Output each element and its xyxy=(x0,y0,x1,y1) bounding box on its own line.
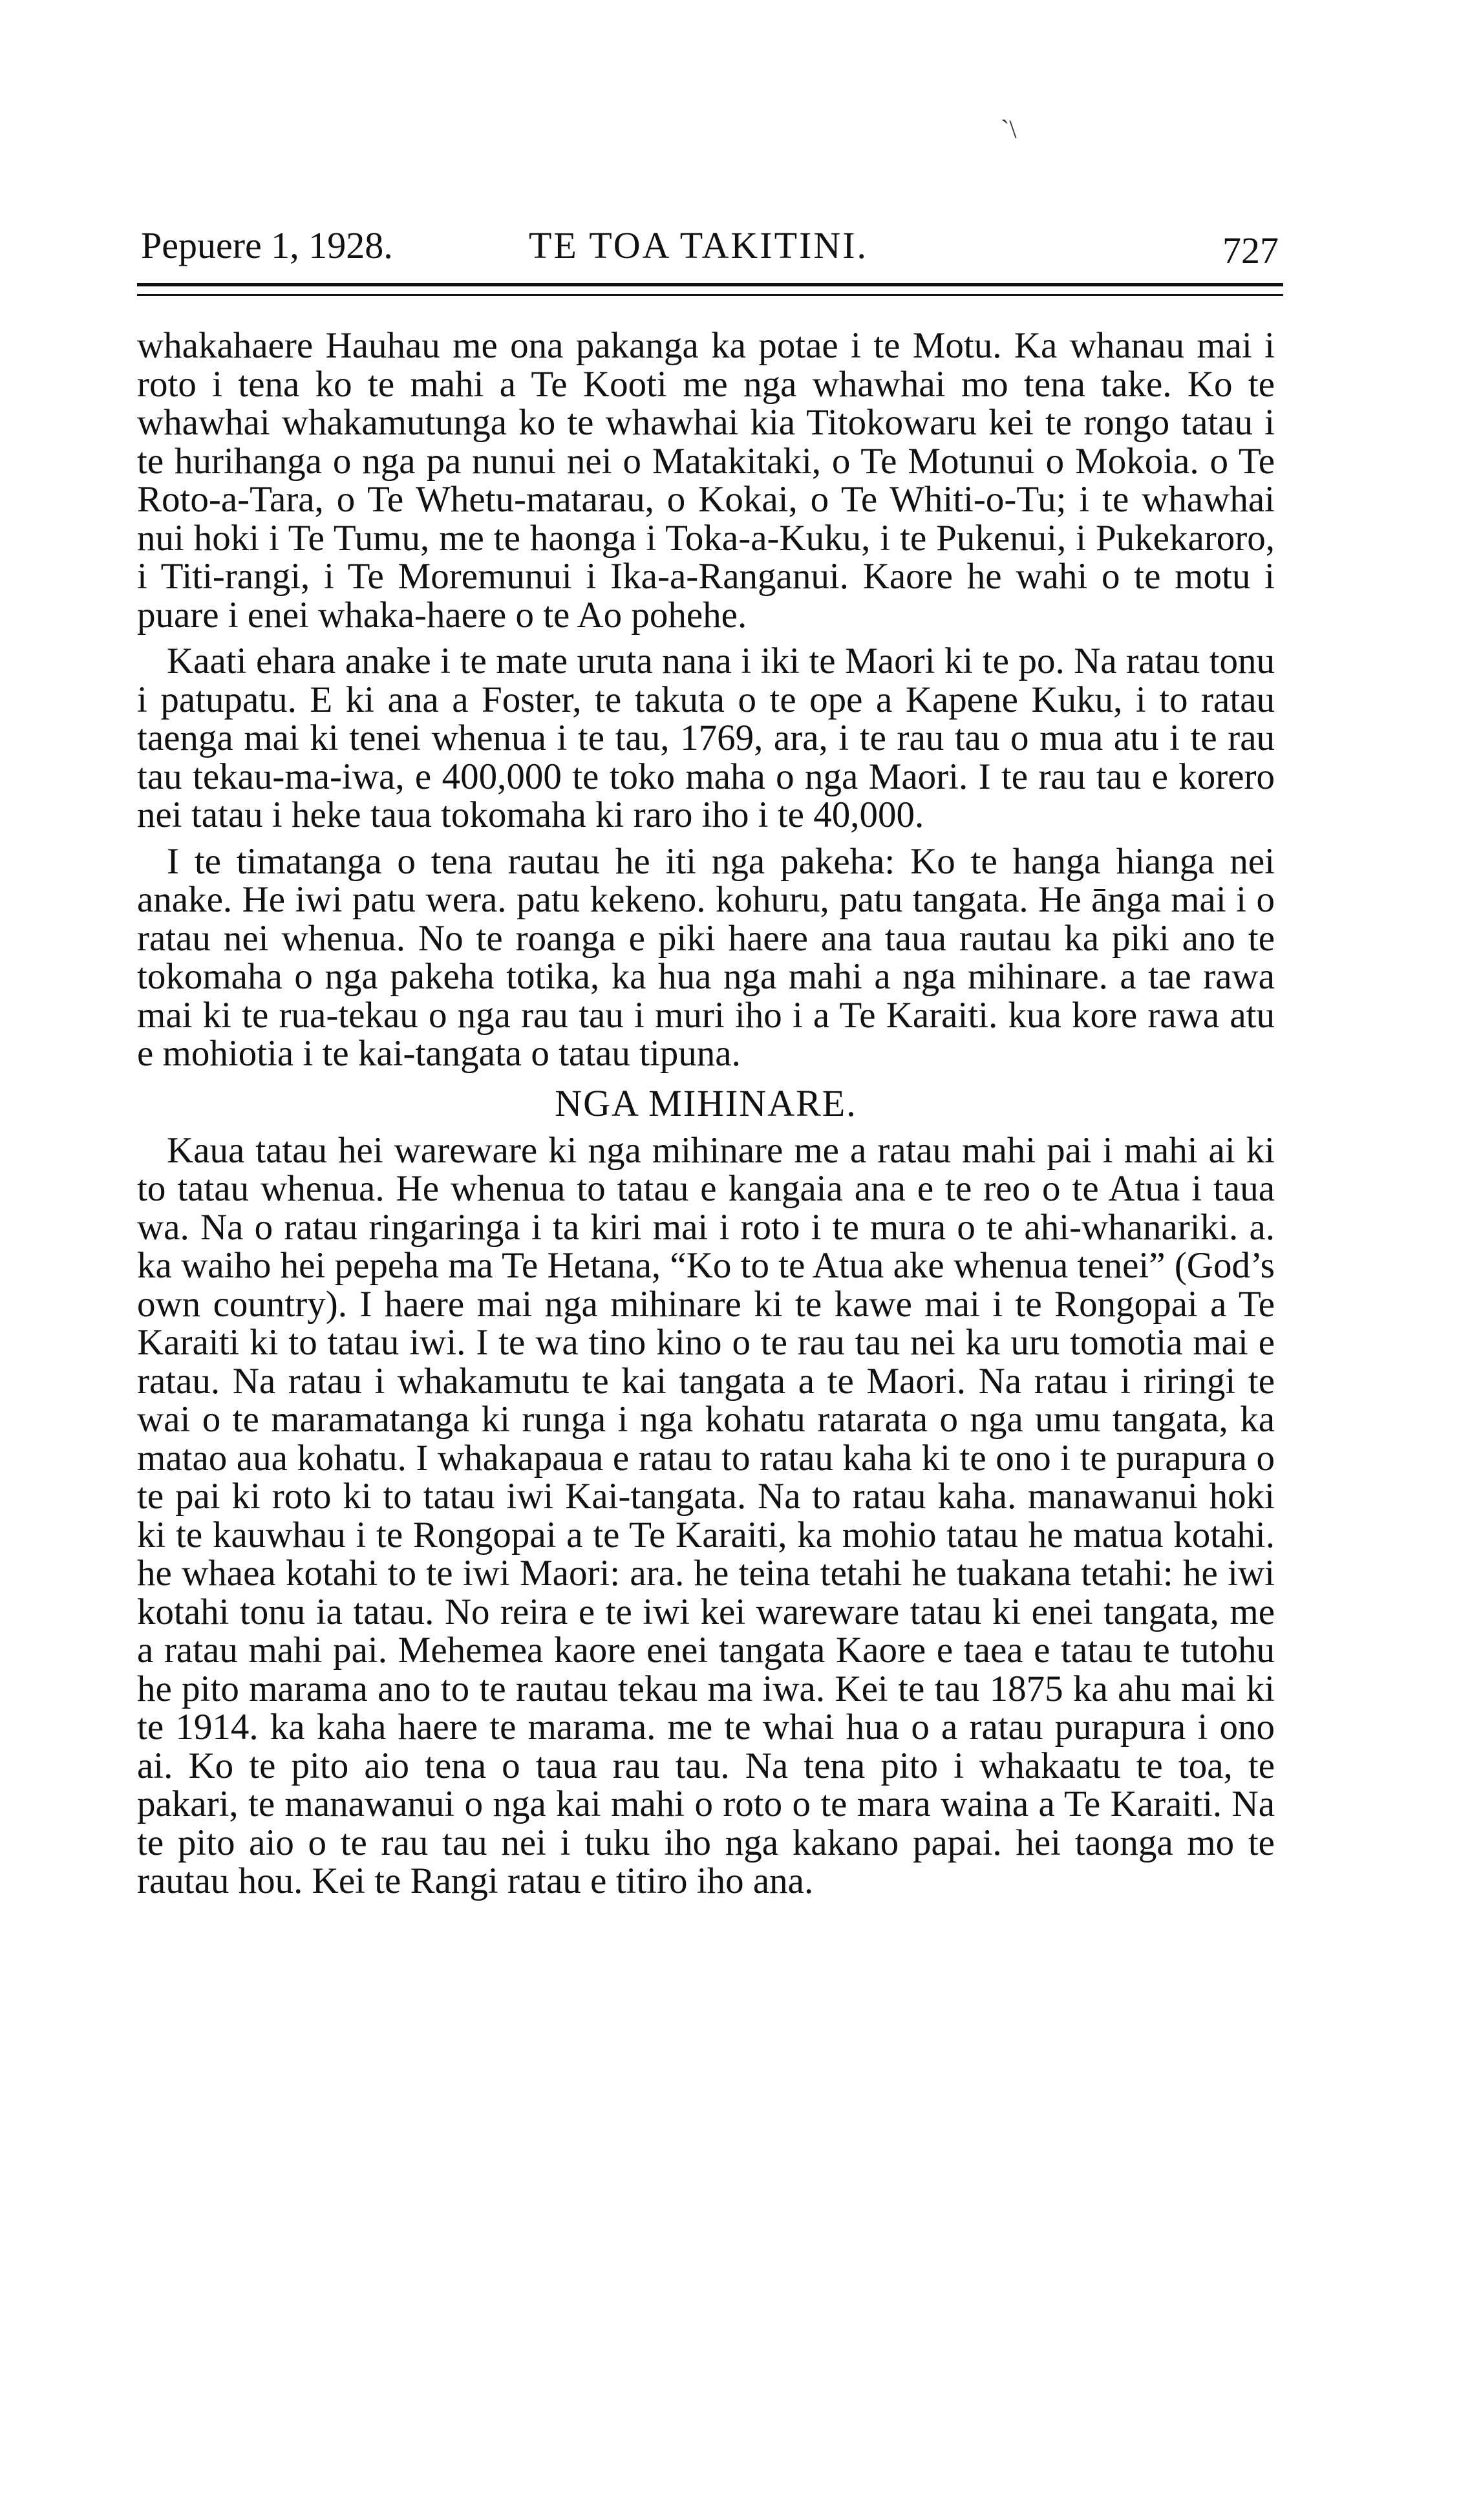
page-number: 727 xyxy=(1222,230,1279,272)
header-rule-thick xyxy=(137,283,1283,286)
header-rule-thin xyxy=(137,294,1283,296)
section-paragraph-1: Kaua tatau hei wareware ki nga mihinare me a ratau mahi pai i mahi ai ki to tatau whenua. He whenua to tatau e kangaia ana e te reo o te Atua i taua wa. Na o ratau ringaringa i ta kiri mai i roto i te mura o te ahi-whanariki. a. ka waiho hei pepeha ma Te Hetana, “Ko to te Atua ake whenua tenei” (God’s own country). I haere mai nga mihinare ki te kawe mai i te Rongopai a Te Karaiti ki to tatau iwi. I te wa tino kino o te rau tau nei ka uru tomotia mai e ratau. Na ratau i whakamutu te kai tangata a te Maori. Na ratau i riringi te wai o te maramatanga ki runga i nga kohatu ratarata o nga umu tangata, ka matao aua kohatu. I whakapaua e ratau to ratau kaha ki te ono i te purapura o te pai ki roto ki to tatau iwi Kai-tangata. Na to ratau kaha. manawanui hoki ki te kauwhau i te Rongopai a te Te Karaiti, ka mohio tatau he matua kotahi. he whaea kotahi to te iwi Maori: ara. he teina tetahi he tuakana tetahi: he iwi kotahi tonu ia tatau. No reira e te iwi kei wareware tatau ki enei tangata, me a ratau mahi pai. Mehemea kaore enei tangata Kaore e taea e tatau te tutohu he pito marama ano to te rautau tekau ma iwa. Kei te tau 1875 ka ahu mai ki te 1914. ka kaha haere te marama. me te whai hua o a ratau purapura i ono ai. Ko te pito aio tena o taua rau tau. Na tena pito i whakaatu te toa, te pakari, te manawanui o nga kai mahi o roto o te mara waina a Te Karaiti. Na te pito aio o te rau tau nei i tuku iho nga kakano papai. hei taonga mo te rautau hou. Kei te Rangi ratau e titiro iho ana. xyxy=(137,1129,1275,1901)
article-body xyxy=(137,326,1275,1908)
stray-mark: `\ xyxy=(1001,114,1017,144)
header-date: Pepuere 1, 1928. xyxy=(141,224,393,266)
running-header xyxy=(141,223,1279,272)
paragraph-2: Kaati ehara anake i te mate uruta nana i iki te Maori ki te po. Na ratau tonu i patupatu. E ki ana a Foster, te takuta o te ope a Kapene Kuku, i to ratau taenga mai ki tenei whenua i te tau, 1769, ara, i te rau tau o mua atu i te rau tau tekau-ma-iwa, e 400,000 te toko maha o nga Maori. I te rau tau e korero nei tatau i heke taua tokomaha ki raro iho i te 40,000. xyxy=(137,641,1275,835)
section-heading: NGA MIHINARE. xyxy=(555,1082,857,1124)
publication-title: TE TOA TAKITINI. xyxy=(529,224,869,266)
paragraph-3: I te timatanga o tena rautau he iti nga pakeha: Ko te hanga hianga nei anake. He iwi patu wera. patu kekeno. kohuru, patu tangata. He ānga mai i o ratau nei whenua. No te roanga e piki haere ana taua rautau ka piki ano te tokomaha o nga pakeha totika, ka hua nga mahi a nga mihinare. a tae rawa mai ki te rua-tekau o nga rau tau i muri iho i a Te Karaiti. kua kore rawa atu e mohiotia i te kai-tangata o tatau tipuna. xyxy=(137,840,1275,1074)
paragraph-1: whakahaere Hauhau me ona pakanga ka potae i te Motu. Ka whanau mai i roto i tena ko te mahi a Te Kooti me nga whawhai mo tena take. Ko te whawhai whakamutunga ko te whawhai kia Titokowaru kei te rongo tatau i te hurihanga o nga pa nunui nei o Matakitaki, o Te Motunui o Mokoia. o Te Roto-a-Tara, o Te Whetu-matarau, o Kokai, o Te Whiti-o-Tu; i te whawhai nui hoki i Te Tumu, me te haonga i Toka-a-Kuku, i te Pukenui, i Pukekaroro, i Titi-rangi, i Te Moremunui i Ika-a-Ranganui. Kaore he wahi o te motu i puare i enei whaka-haere o te Ao pohehe. xyxy=(137,325,1275,635)
